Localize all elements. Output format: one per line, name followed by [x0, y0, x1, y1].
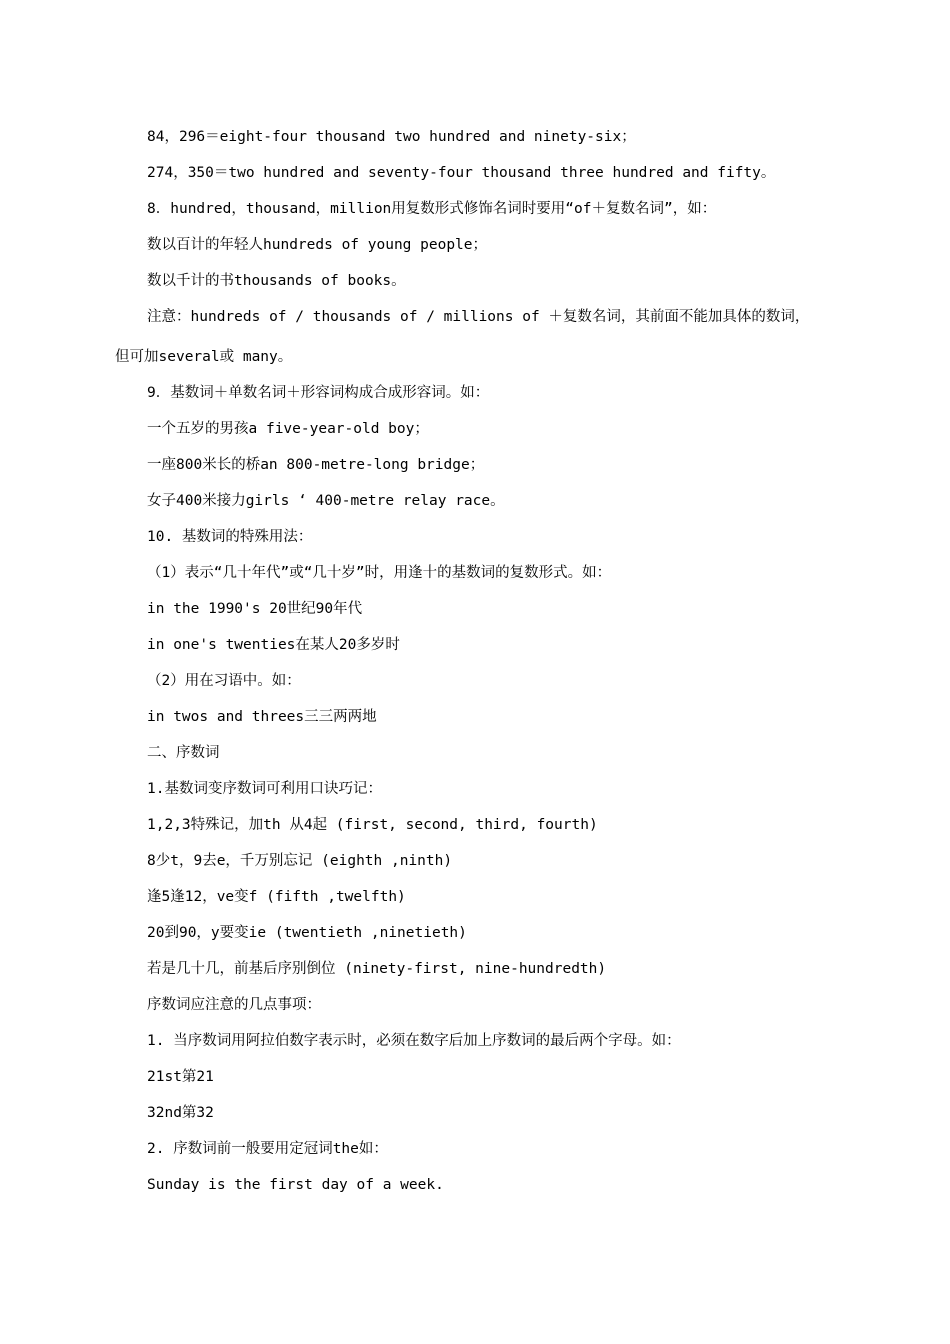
- text-line: 32nd第32: [147, 1105, 214, 1121]
- text-line: in the 1990's 20世纪90年代: [147, 601, 363, 617]
- text-line: 1. 当序数词用阿拉伯数字表示时，必须在数字后加上序数词的最后两个字母。如：: [147, 1033, 681, 1049]
- text-line: 若是几十几，前基后序别倒位 (ninety-first, nine-hundredth): [147, 961, 607, 977]
- text-line: （2）用在习语中。如：: [147, 673, 301, 689]
- text-line: 84，296＝eight-four thousand two hundred and ninety-six；: [147, 129, 636, 145]
- text-line: 20到90，y要变ie (twentieth ,ninetieth): [147, 925, 467, 941]
- text-line: 数以百计的年轻人hundreds of young people；: [147, 237, 488, 253]
- text-line: 一个五岁的男孩a five-year-old boy；: [147, 421, 429, 437]
- text-line: 逢5逢12，ve变f (fifth ,twelfth): [147, 889, 406, 905]
- text-line: 一座800米长的桥an 800-metre-long bridge；: [147, 457, 485, 473]
- text-line: 274，350＝two hundred and seventy-four thousand three hundred and fifty。: [147, 165, 776, 181]
- text-line: in twos and threes三三两两地: [147, 709, 377, 725]
- text-line: in one's twenties在某人20多岁时: [147, 637, 400, 653]
- text-line: 女子400米接力girls ‘ 400-metre relay race。: [147, 493, 505, 509]
- text-line: 但可加several或 many。: [115, 349, 293, 365]
- text-line: 1.基数词变序数词可利用口诀巧记：: [147, 781, 382, 797]
- text-line: 1,2,3特殊记，加th 从4起 (first, second, third, fourth): [147, 817, 598, 833]
- text-line: （1）表示“几十年代”或“几十岁”时，用逢十的基数词的复数形式。如：: [147, 565, 612, 581]
- text-line: 二、序数词: [147, 745, 220, 761]
- text-line: 21st第21: [147, 1069, 214, 1085]
- text-line: 10. 基数词的特殊用法：: [147, 529, 313, 545]
- text-line: 2. 序数词前一般要用定冠词the如：: [147, 1141, 388, 1157]
- text-line: Sunday is the first day of a week.: [147, 1177, 444, 1193]
- text-line: 数以千计的书thousands of books。: [147, 273, 406, 289]
- text-line: 8少t，9去e，千万别忘记 (eighth ,ninth): [147, 853, 453, 869]
- text-line: 注意：hundreds of / thousands of / millions of ＋复数名词，其前面不能加具体的数词，: [147, 309, 810, 325]
- text-line: 8．hundred，thousand，million用复数形式修饰名词时要用“of＋复数名词”，如：: [147, 201, 717, 217]
- text-line: 9．基数词＋单数名词＋形容词构成合成形容词。如：: [147, 385, 490, 401]
- text-line: 序数词应注意的几点事项：: [147, 997, 321, 1013]
